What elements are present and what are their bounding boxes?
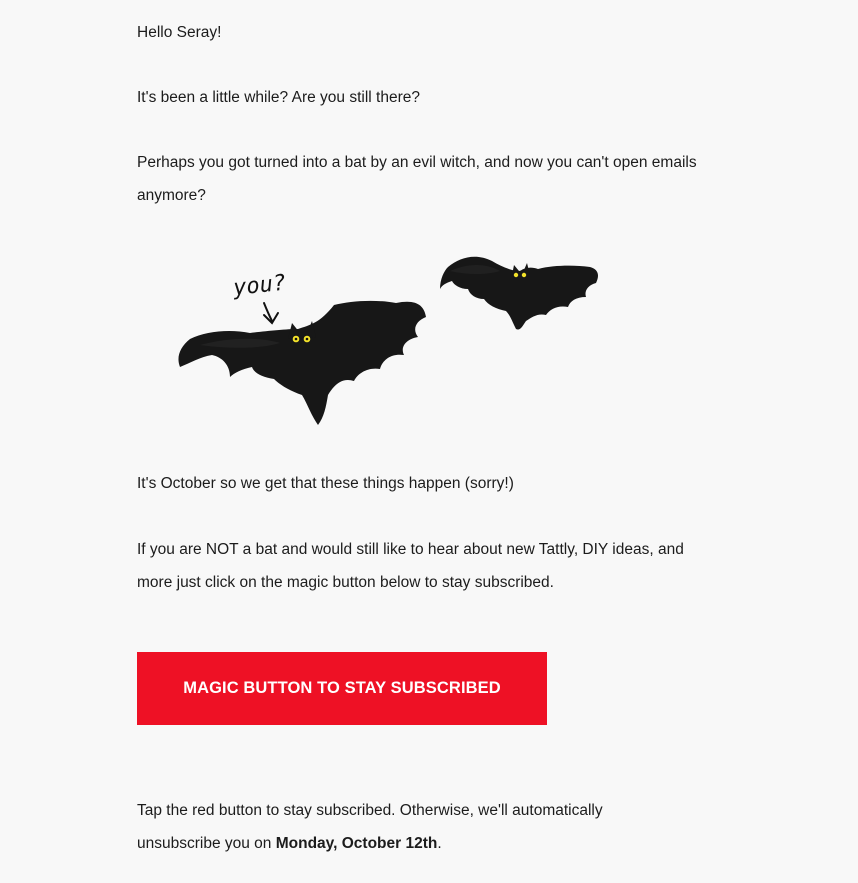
you-caption: you?: [232, 270, 288, 301]
still-there-text: It's been a little while? Are you still there?: [137, 89, 420, 106]
stay-subscribed-label: MAGIC BUTTON TO STAY SUBSCRIBED: [183, 679, 501, 697]
bats-illustration: [170, 245, 710, 435]
small-bat-icon: [440, 257, 598, 330]
big-bat-icon: [178, 301, 426, 425]
bat-witch-text: Perhaps you got turned into a bat by an evil witch, and now you can't open emails anymore?: [137, 154, 697, 204]
footer-text: [137, 795, 657, 860]
stay-subscribed-button[interactable]: [137, 652, 547, 725]
greeting-text: Hello Seray!: [137, 24, 222, 41]
footer-period: .: [437, 834, 442, 852]
october-text: It's October so we get that these things happen (sorry!): [137, 475, 514, 492]
arrow-icon: [264, 303, 278, 323]
not-a-bat-text: If you are NOT a bat and would still like to hear about new Tattly, DIY ideas, and more just click on the magic button below to stay subscribed.: [137, 541, 684, 591]
unsubscribe-date: Monday, October 12th: [275, 834, 438, 852]
footer-main-text: Tap the red button to stay subscribed. Otherwise, we'll automatically unsubscribe you on: [137, 802, 603, 852]
